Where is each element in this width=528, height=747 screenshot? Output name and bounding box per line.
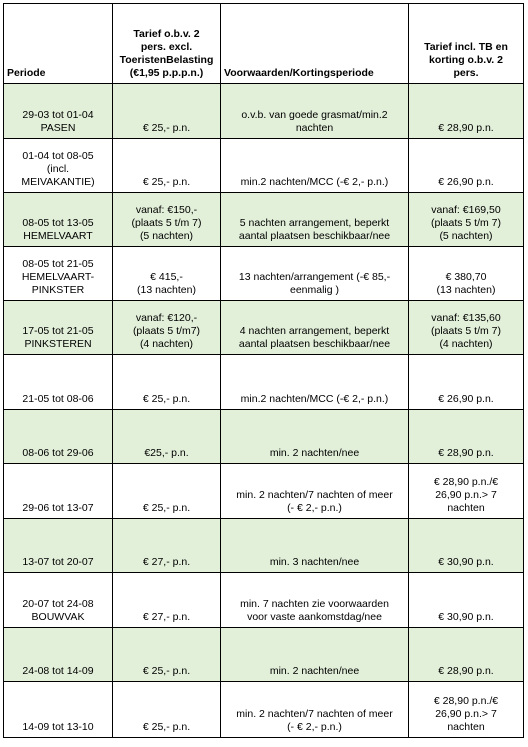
table-row: [4, 193, 524, 247]
cell-conditions: min. 2 nachten/7 nachten of meer (- € 2,- p.n.): [221, 682, 409, 738]
cell-tariff-incl: € 28,90 p.n./€ 26,90 p.n.> 7 nachten: [409, 682, 524, 738]
cell-tariff-excl: € 25,- p.n.: [113, 84, 221, 139]
cell-conditions: 5 nachten arrangement, beperkt aantal plaatsen beschikbaar/nee: [221, 193, 409, 247]
cell-tariff-incl: € 28,90 p.n.: [409, 628, 524, 682]
cell-period: 08-05 tot 21-05 HEMELVAART- PINKSTER: [4, 247, 113, 301]
table-row: [4, 464, 524, 519]
table-row: [4, 139, 524, 193]
rates-table: [3, 3, 524, 738]
cell-conditions: o.v.b. van goede grasmat/min.2 nachten: [221, 84, 409, 139]
cell-conditions: min.2 nachten/MCC (-€ 2,- p.n.): [221, 355, 409, 410]
table-row: [4, 355, 524, 410]
table-row: [4, 247, 524, 301]
cell-tariff-incl: vanaf: €135,60 (plaats 5 t/m 7) (4 nachten): [409, 301, 524, 355]
cell-tariff-excl: € 27,- p.n.: [113, 573, 221, 628]
cell-tariff-incl: € 380,70 (13 nachten): [409, 247, 524, 301]
cell-conditions: min. 3 nachten/nee: [221, 519, 409, 573]
header-conditions: Voorwaarden/Kortingsperiode: [221, 4, 409, 84]
cell-period: 24-08 tot 14-09: [4, 628, 113, 682]
header-period: Periode: [4, 4, 113, 84]
cell-tariff-excl: € 25,- p.n.: [113, 139, 221, 193]
cell-conditions: 13 nachten/arrangement (-€ 85,- eenmalig ): [221, 247, 409, 301]
cell-tariff-excl: € 25,- p.n.: [113, 464, 221, 519]
table-row: [4, 84, 524, 139]
cell-tariff-incl: € 26,90 p.n.: [409, 355, 524, 410]
cell-conditions: min. 2 nachten/nee: [221, 628, 409, 682]
table-row: [4, 682, 524, 738]
table-row: [4, 519, 524, 573]
cell-tariff-incl: € 30,90 p.n.: [409, 573, 524, 628]
cell-tariff-excl: € 25,- p.n.: [113, 682, 221, 738]
cell-period: 29-06 tot 13-07: [4, 464, 113, 519]
cell-tariff-incl: vanaf: €169,50 (plaats 5 t/m 7) (5 nachten): [409, 193, 524, 247]
cell-period: 17-05 tot 21-05 PINKSTEREN: [4, 301, 113, 355]
cell-tariff-incl: € 30,90 p.n.: [409, 519, 524, 573]
cell-period: 08-06 tot 29-06: [4, 410, 113, 464]
cell-tariff-incl: € 28,90 p.n.: [409, 410, 524, 464]
cell-conditions: min. 7 nachten zie voorwaarden voor vaste aankomstdag/nee: [221, 573, 409, 628]
cell-tariff-incl: € 28,90 p.n./€ 26,90 p.n.> 7 nachten: [409, 464, 524, 519]
cell-period: 21-05 tot 08-06: [4, 355, 113, 410]
cell-tariff-excl: € 25,- p.n.: [113, 355, 221, 410]
cell-period: 01-04 tot 08-05 (incl. MEIVAKANTIE): [4, 139, 113, 193]
table-row: [4, 573, 524, 628]
cell-period: 13-07 tot 20-07: [4, 519, 113, 573]
cell-period: 29-03 tot 01-04 PASEN: [4, 84, 113, 139]
cell-period: 14-09 tot 13-10: [4, 682, 113, 738]
cell-tariff-excl: € 25,- p.n.: [113, 628, 221, 682]
cell-period: 08-05 tot 13-05 HEMELVAART: [4, 193, 113, 247]
cell-tariff-incl: € 28,90 p.n.: [409, 84, 524, 139]
header-tariff-excl: Tarief o.b.v. 2 pers. excl. ToeristenBelasting (€1,95 p.p.p.n.): [113, 4, 221, 84]
cell-tariff-excl: € 27,- p.n.: [113, 519, 221, 573]
cell-conditions: 4 nachten arrangement, beperkt aantal plaatsen beschikbaar/nee: [221, 301, 409, 355]
cell-tariff-excl: €25,- p.n.: [113, 410, 221, 464]
header-row: [4, 4, 524, 84]
cell-tariff-excl: € 415,- (13 nachten): [113, 247, 221, 301]
cell-tariff-excl: vanaf: €150,- (plaats 5 t/m 7) (5 nachten): [113, 193, 221, 247]
cell-tariff-excl: vanaf: €120,- (plaats 5 t/m7) (4 nachten): [113, 301, 221, 355]
table-row: [4, 410, 524, 464]
header-tariff-incl: Tarief incl. TB en korting o.b.v. 2 pers.: [409, 4, 524, 84]
cell-conditions: min.2 nachten/MCC (-€ 2,- p.n.): [221, 139, 409, 193]
cell-conditions: min. 2 nachten/7 nachten of meer (- € 2,- p.n.): [221, 464, 409, 519]
table-row: [4, 301, 524, 355]
cell-conditions: min. 2 nachten/nee: [221, 410, 409, 464]
table-row: [4, 628, 524, 682]
cell-period: 20-07 tot 24-08 BOUWVAK: [4, 573, 113, 628]
cell-tariff-incl: € 26,90 p.n.: [409, 139, 524, 193]
